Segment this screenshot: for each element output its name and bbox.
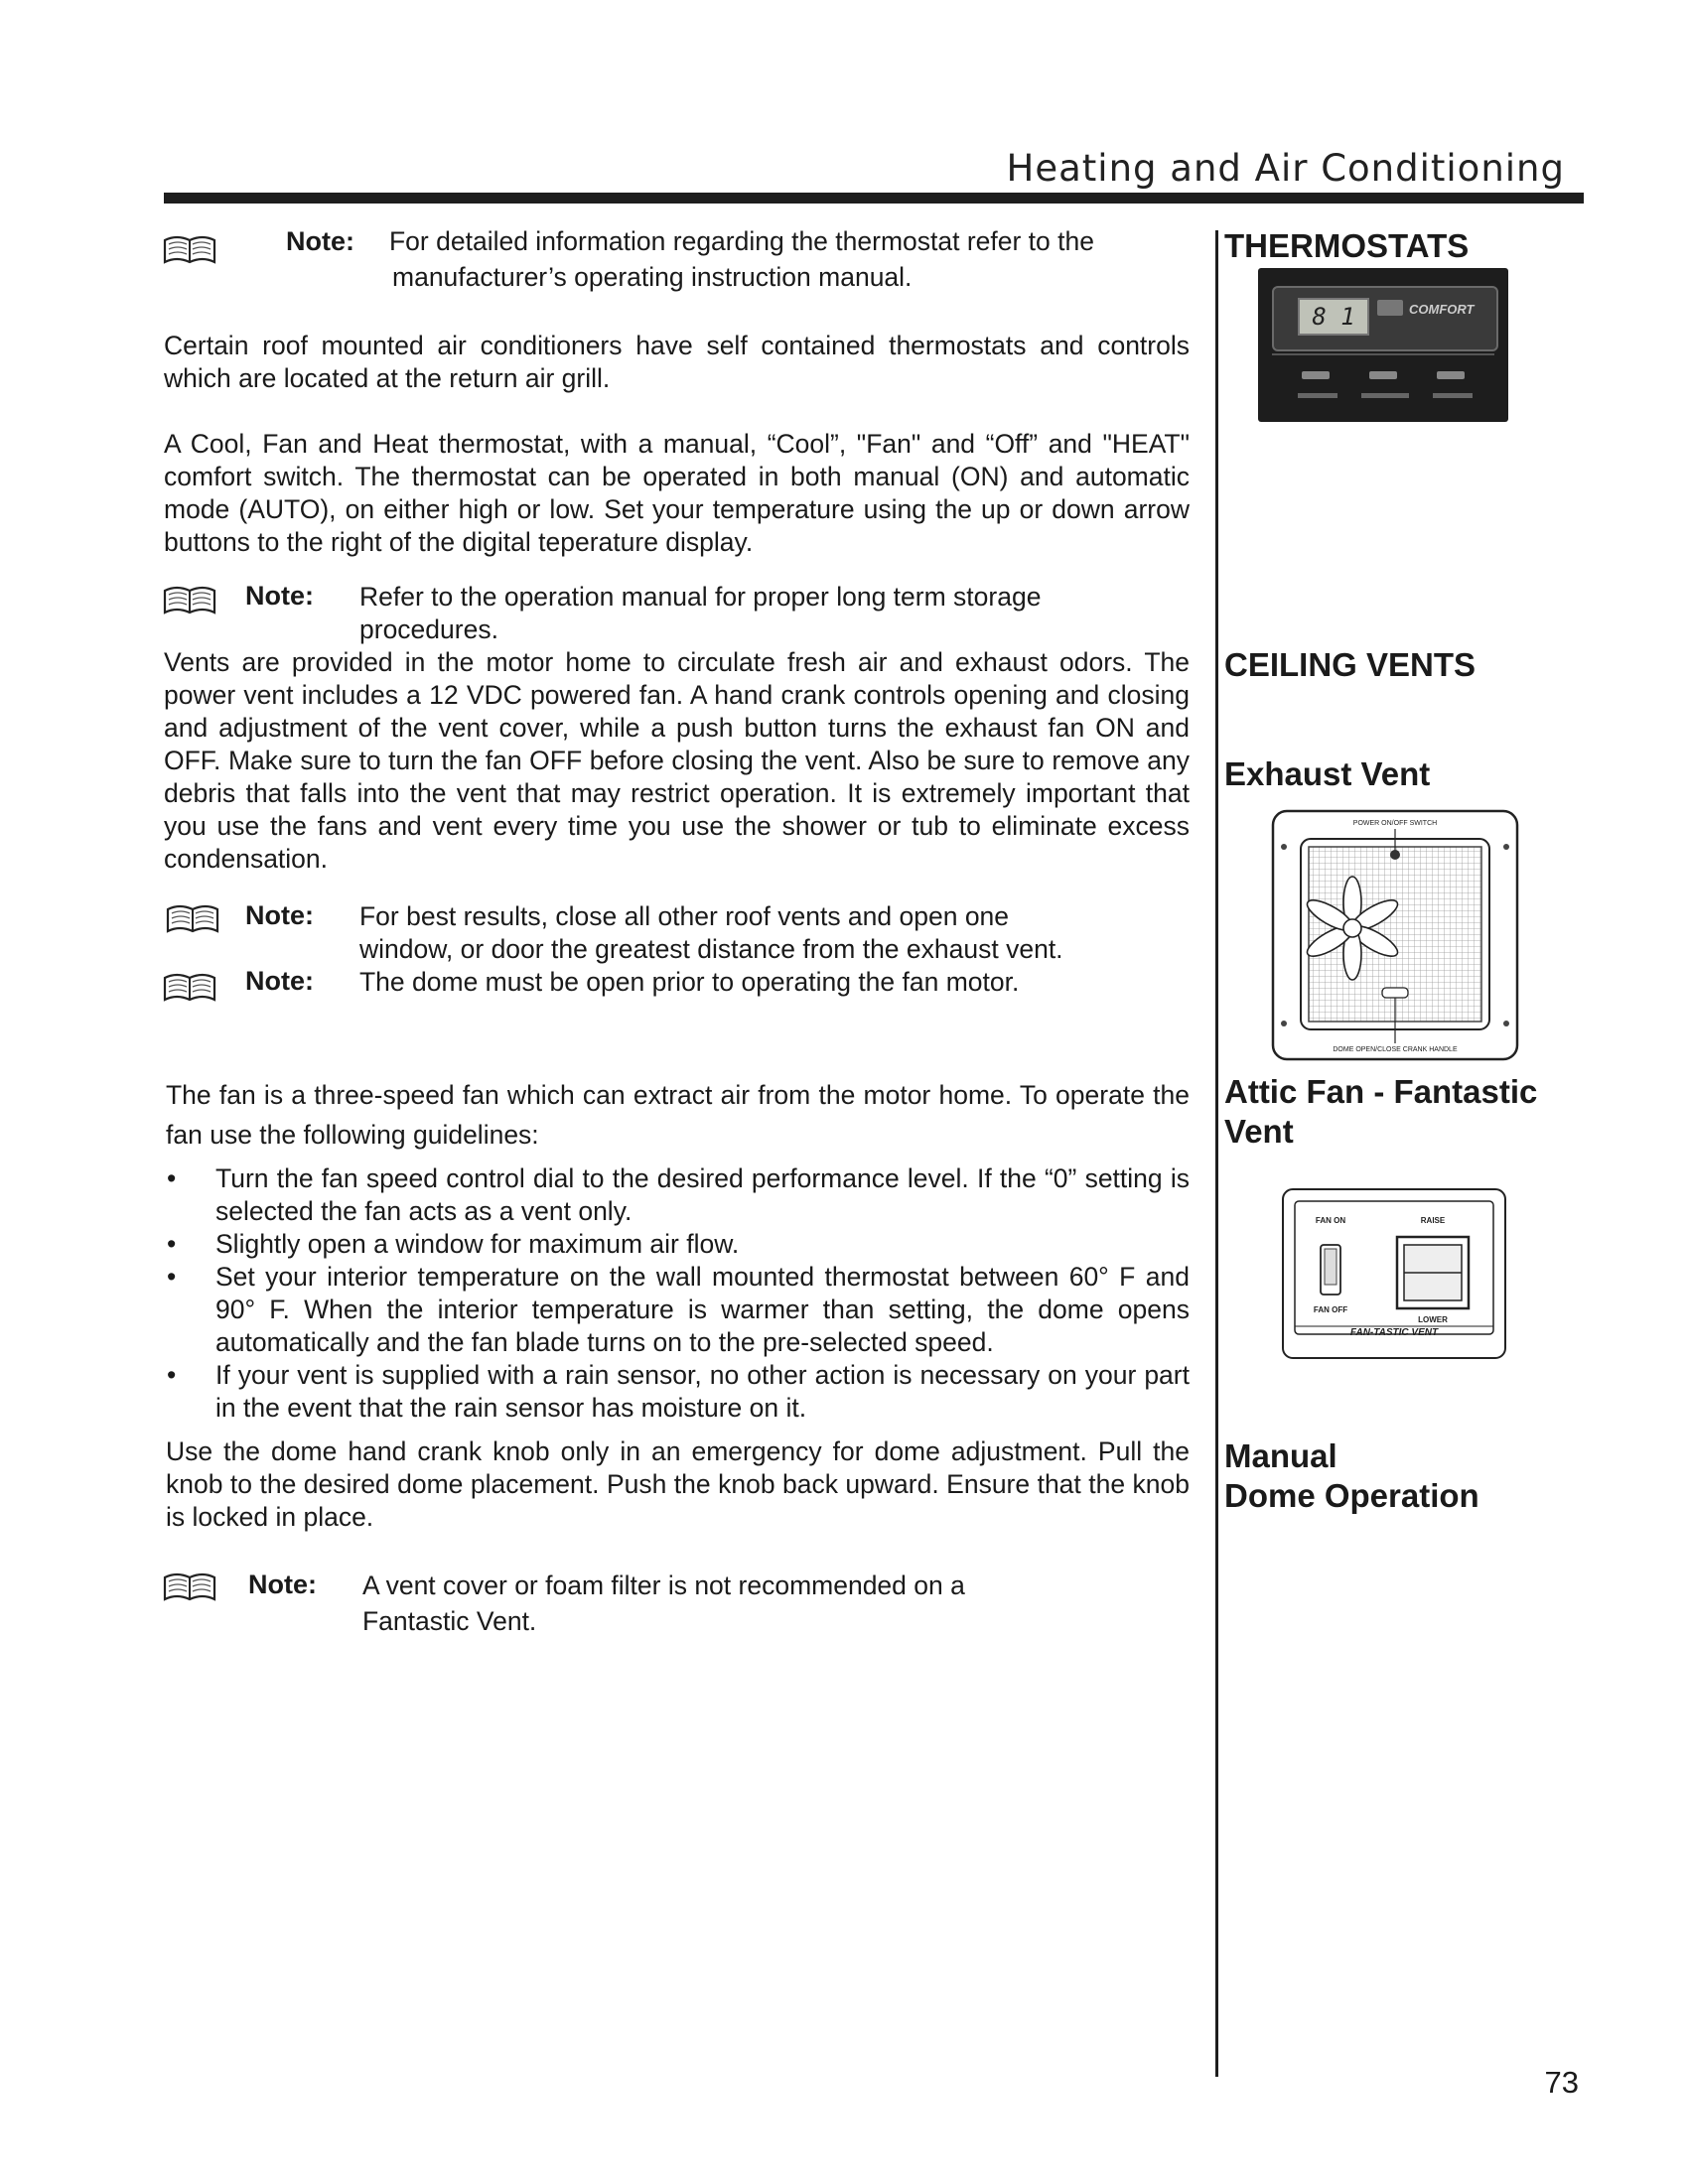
fantastic-vent-diagram: [1281, 1187, 1507, 1360]
note-text: For best results, close all other roof vents and open one: [359, 901, 1010, 931]
thermostat-display: 8 1: [1298, 298, 1369, 336]
note-label: Note:: [245, 900, 314, 930]
list-item-text: Slightly open a window for maximum air flow.: [215, 1229, 740, 1259]
lower-label: LOWER: [1418, 1315, 1448, 1324]
body-paragraph: Certain roof mounted air conditioners have self contained thermostats and controls which are located at the return air grill.: [164, 331, 1190, 393]
list-item-text: Turn the fan speed control dial to the desired performance level. If the “0” setting is selected the fan acts as a vent only.: [215, 1163, 1190, 1226]
sidebar-heading-thermostats: THERMOSTATS: [1224, 227, 1470, 264]
note-text: The dome must be open prior to operating the fan motor.: [359, 967, 1020, 997]
heading-line: Dome Operation: [1224, 1477, 1479, 1514]
list-item: [164, 1261, 1190, 1359]
fan-on-label: FAN ON: [1315, 1216, 1346, 1225]
bullet-marker: •: [167, 1229, 177, 1259]
bullet-marker: •: [167, 1262, 177, 1292]
page-header-title: Heating and Air Conditioning: [1006, 147, 1565, 190]
sidebar-heading-ceiling-vents: CEILING VENTS: [1224, 646, 1477, 683]
book-icon: [162, 232, 217, 266]
sidebar-heading-exhaust-vent: Exhaust Vent: [1224, 755, 1431, 792]
list-item: [164, 1359, 1190, 1425]
list-item-text: Set your interior temperature on the wall mounted thermostat between 60° F and 90° F. When the interior temperature is warmer than setting, the dome opens automatically and the fan blade turns on to the pre-selected speed.: [215, 1262, 1190, 1357]
book-icon: [165, 901, 220, 935]
bullet-marker: •: [167, 1163, 177, 1193]
body-paragraph: Use the dome hand crank knob only in an emergency for dome adjustment. Pull the knob to the desired dome placement. Push the knob back upward. Ensure that the knob is locked in place.: [166, 1436, 1190, 1532]
heading-line: Attic Fan - Fantastic: [1224, 1073, 1538, 1110]
column-divider: [1215, 230, 1218, 2077]
note-label: Note:: [245, 966, 314, 996]
list-item: [164, 1228, 1190, 1261]
note-text: Fantastic Vent.: [362, 1606, 537, 1636]
exhaust-vent-diagram: [1271, 809, 1519, 1061]
raise-label: RAISE: [1420, 1216, 1446, 1225]
thermostat-brand: COMFORT: [1409, 302, 1475, 317]
fan-off-label: FAN OFF: [1313, 1305, 1348, 1314]
sidebar-heading-manual-dome: [1224, 1436, 1479, 1516]
book-icon: [162, 970, 217, 1004]
note-label: Note:: [286, 226, 354, 256]
page-number: 73: [1544, 2065, 1579, 2100]
bullet-marker: •: [167, 1360, 177, 1390]
note-text: Refer to the operation manual for proper long term storage: [359, 582, 1042, 612]
note-text: A vent cover or foam filter is not recommended on a: [362, 1570, 965, 1600]
body-paragraph: The fan is a three-speed fan which can extract air from the motor home. To operate the fan use the following guidelines:: [166, 1080, 1190, 1150]
body-paragraph: Vents are provided in the motor home to circulate fresh air and exhaust odors. The power vent includes a 12 VDC powered fan. A hand crank controls opening and closing and adjustment of the vent cover, while a push button turns the exhaust fan ON and OFF. Make sure to turn the fan OFF before closing the vent. Also be sure to remove any debris that falls into the vent that may restrict operation. It is extremely important that you use the fans and vent every time you use the shower or tub to eliminate excess condensation.: [164, 647, 1190, 874]
note-label: Note:: [248, 1570, 317, 1599]
heading-line: Manual: [1224, 1437, 1337, 1474]
note-text: manufacturer’s operating instruction manual.: [392, 262, 913, 292]
note-text: For detailed information regarding the thermostat refer to the: [389, 226, 1094, 256]
list-item: [164, 1162, 1190, 1228]
power-switch-label: POWER ON/OFF SWITCH: [1352, 820, 1438, 827]
book-icon: [162, 583, 217, 616]
sidebar-heading-attic-fan: [1224, 1072, 1537, 1152]
header-rule: [164, 193, 1584, 204]
thermostat-image: [1258, 268, 1508, 422]
fantastic-brand-label: FAN-TASTIC VENT: [1349, 1327, 1439, 1338]
note-label: Note:: [245, 581, 314, 611]
guidelines-list: [164, 1162, 1190, 1425]
crank-handle-label: DOME OPEN/CLOSE CRANK HANDLE: [1333, 1046, 1458, 1053]
note-text: procedures.: [359, 614, 498, 644]
list-item-text: If your vent is supplied with a rain sensor, no other action is necessary on your part in the event that the rain sensor has moisture on it.: [215, 1360, 1190, 1423]
heading-line: Vent: [1224, 1113, 1294, 1150]
body-paragraph: A Cool, Fan and Heat thermostat, with a manual, “Cool”, "Fan" and “Off” and "HEAT" comfort switch. The thermostat can be operated in both manual (ON) and automatic mode (AUTO), on either high or low. Set your temperature using the up or down arrow buttons to the right of the digital teperature display.: [164, 429, 1190, 557]
note-text: window, or door the greatest distance from the exhaust vent.: [359, 934, 1063, 964]
book-icon: [162, 1570, 217, 1603]
